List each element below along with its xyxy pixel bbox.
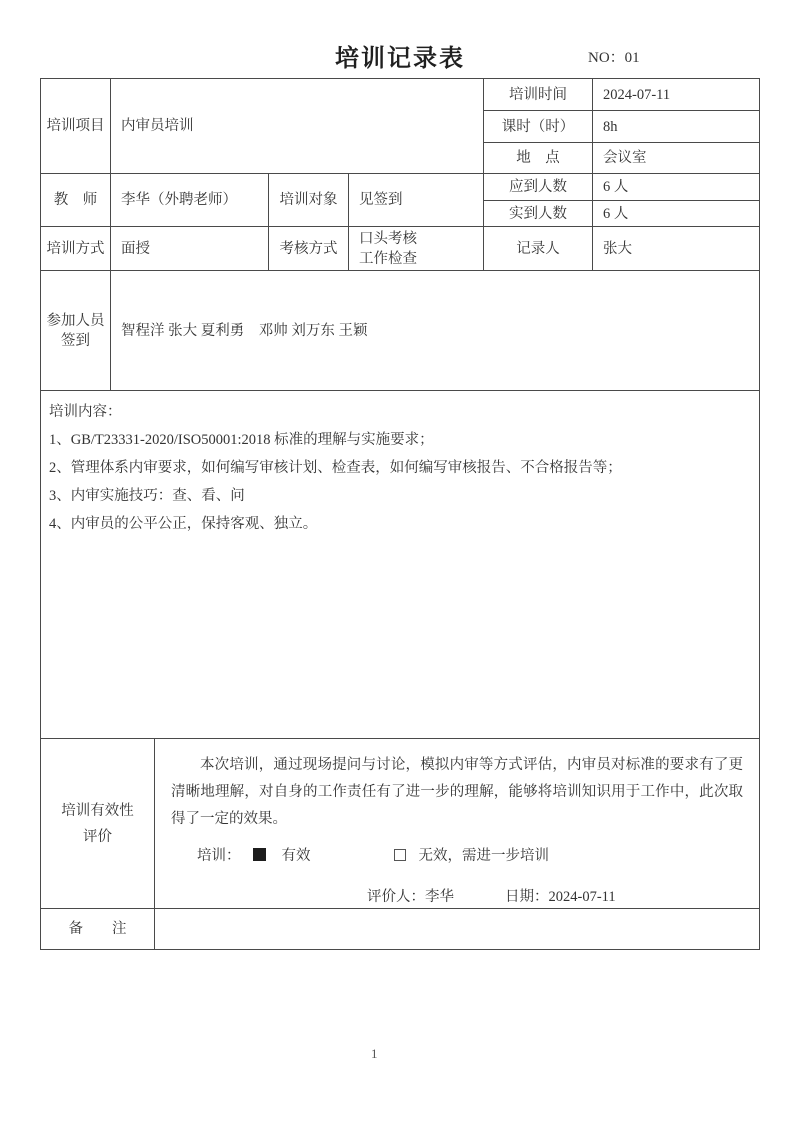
expected-label: 应到人数 xyxy=(484,174,593,201)
project-label: 培训项目 xyxy=(41,79,111,174)
attendees-label-line1: 参加人员 xyxy=(46,312,105,329)
assessment-value-line2: 工作检查 xyxy=(359,250,417,267)
evaluation-signature-row xyxy=(171,887,743,907)
target-label: 培训对象 xyxy=(269,174,349,227)
hours-label: 课时（时） xyxy=(484,111,593,143)
training-content-item: 3、内审实施技巧：查、看、问 xyxy=(49,488,245,504)
teacher-value: 李华（外聘老师） xyxy=(111,174,269,227)
assessment-value-line1: 口头考核 xyxy=(359,230,417,247)
target-value: 见签到 xyxy=(349,174,484,227)
checked-box-icon xyxy=(253,848,266,861)
training-content-heading: 培训内容： xyxy=(49,404,122,420)
remark-value xyxy=(155,909,759,949)
option-invalid-label: 无效，需进一步培训 xyxy=(418,848,549,864)
recorder-label: 记录人 xyxy=(484,227,593,271)
evaluation-paragraph: 本次培训，通过现场提问与讨论，模拟内审等方式评估，内审员对标准的要求有了更清晰地理解，对自身的工作责任有了进一步的理解，能够将培训知识用于工作中，此次取得了一定的效果。 xyxy=(171,757,743,827)
page-number: 1 xyxy=(371,1046,378,1061)
table-upper-grid xyxy=(41,79,759,739)
method-label: 培训方式 xyxy=(41,227,111,271)
training-content-item: 1、GB/T23331-2020/ISO50001:2018 标准的理解与实施要求； xyxy=(49,432,434,448)
evaluation-cell xyxy=(155,739,759,909)
table-lower-grid xyxy=(41,739,759,949)
time-value: 2024-07-11 xyxy=(593,79,759,111)
checkbox-row-prefix: 培训： xyxy=(197,848,241,864)
training-record-table xyxy=(40,78,760,950)
attendees-value: 智程洋 张大 夏利勇 邓帅 刘万东 王颖 xyxy=(111,271,759,391)
evaluation-label-line1: 培训有效性 xyxy=(61,802,134,819)
training-content-item: 2、管理体系内审要求，如何编写审核计划、检查表，如何编写审核报告、不合格报告等； xyxy=(49,460,622,476)
unchecked-box-icon xyxy=(394,849,406,861)
training-content-item: 4、内审员的公平公正，保持客观、独立。 xyxy=(49,516,318,532)
evaluation-checkbox-row xyxy=(171,846,743,866)
actual-label: 实到人数 xyxy=(484,201,593,227)
page-title: 培训记录表 xyxy=(335,46,465,72)
evaluation-label xyxy=(41,739,155,909)
expected-value: 6 人 xyxy=(593,174,759,201)
doc-number: NO：01 xyxy=(588,50,640,66)
evaluator-text: 评价人：李华 xyxy=(367,889,454,905)
assessment-label: 考核方式 xyxy=(269,227,349,271)
option-valid-label: 有效 xyxy=(281,848,311,864)
assessment-value xyxy=(349,227,484,271)
document-header xyxy=(0,36,800,78)
place-label: 地 点 xyxy=(484,143,593,174)
evaluation-date-text: 日期：2024-07-11 xyxy=(505,889,616,905)
recorder-value: 张大 xyxy=(593,227,759,271)
training-content-cell xyxy=(41,391,759,739)
project-value: 内审员培训 xyxy=(111,79,484,174)
hours-value: 8h xyxy=(593,111,759,143)
method-value: 面授 xyxy=(111,227,269,271)
attendees-label xyxy=(41,271,111,391)
teacher-label: 教 师 xyxy=(41,174,111,227)
evaluation-label-line2: 评价 xyxy=(83,828,112,845)
place-value: 会议室 xyxy=(593,143,759,174)
time-label: 培训时间 xyxy=(484,79,593,111)
attendees-label-line2: 签到 xyxy=(61,332,90,349)
actual-value: 6 人 xyxy=(593,201,759,227)
remark-label: 备 注 xyxy=(41,909,155,949)
